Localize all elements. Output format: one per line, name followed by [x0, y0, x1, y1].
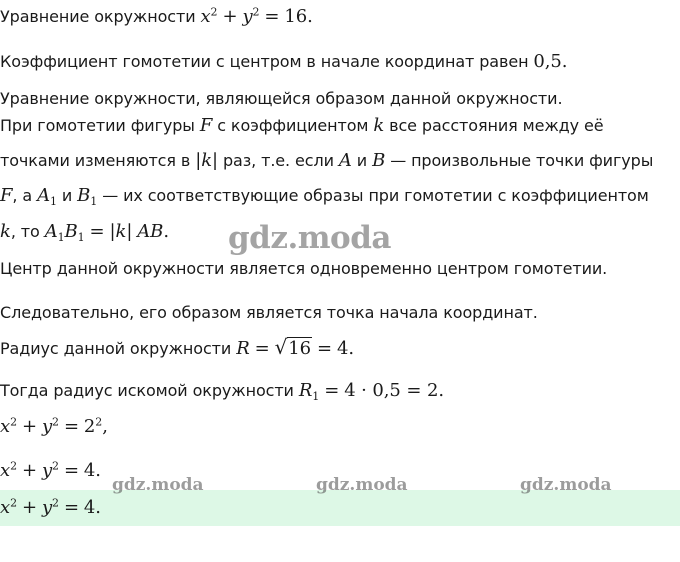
watermark-small-3: gdz.moda — [520, 475, 612, 495]
solution-text: Радиус данной окружности — [0, 339, 237, 358]
solution-text: При гомотетии фигуры — [0, 116, 200, 135]
equation-2-rhs: 4 — [83, 460, 96, 481]
solution-text: , а — [12, 186, 38, 205]
solution-center-line — [0, 258, 607, 280]
task-line1-text: Уравнение окружности — [0, 7, 201, 26]
task-line-coefficient: Коэффициент гомотетии с центром в начале координат равен 0,5. — [0, 51, 568, 72]
answer-highlight — [0, 490, 680, 526]
solution-text: все расстояния между её — [384, 116, 604, 135]
solution-line-4: k, то $A_1B_1 = |k|$ AB. — [0, 221, 169, 245]
watermark-main: gdz.moda — [228, 220, 391, 256]
solution-text: Центр данной окружности является одновременно центром гомотетии. — [0, 259, 608, 278]
task-line-find — [0, 88, 562, 110]
watermark-small-2: gdz.moda — [316, 475, 408, 495]
watermark-small-1: gdz.moda — [112, 475, 204, 495]
equation-1: $x^2 + y^2 = 2^2$, — [0, 415, 108, 437]
answer-equation: $x^2 + y^2 = 4$. — [0, 496, 101, 518]
equation-2: $x^2 + y^2 = 4$. — [0, 459, 101, 481]
solution-line-3: F, а $A_1$ и $B_1$ — их соответствующие образы при гомотетии с коэффициентом — [0, 185, 649, 209]
task-line3-text: Уравнение окружности, являющейся образом данной окружности. — [0, 89, 563, 108]
solution-text: раз, т.е. если — [217, 151, 339, 170]
task-line1-rhs: 16 — [284, 6, 308, 27]
solution-new-radius-line: Тогда радиус искомой окружности $R_1 = 4 \cdot 0,5 = 2$. — [0, 380, 444, 404]
solution-text: , то — [10, 222, 45, 241]
solution-line-1: При гомотетии фигуры F с коэффициентом k все расстояния между её — [0, 115, 604, 136]
equation-1-rhs: 2 — [83, 416, 96, 437]
radius-result: 4 — [336, 338, 349, 359]
solution-image-line — [0, 302, 538, 324]
solution-text: с коэффициентом — [212, 116, 374, 135]
solution-text: и — [56, 186, 78, 205]
solution-text: Следовательно, его образом является точка начала координат. — [0, 303, 538, 322]
solution-text: — их соответствующие образы при гомотетии с коэффициентом — [97, 186, 649, 205]
task-coefficient-value: 0,5 — [533, 51, 562, 72]
solution-text: точками изменяются в — [0, 151, 196, 170]
solution-text: — произвольные точки фигуры — [385, 151, 654, 170]
task-line2-text: Коэффициент гомотетии с центром в начале координат равен — [0, 52, 534, 71]
answer-rhs: 4 — [83, 497, 96, 518]
radius-sqrt-value: 16 — [288, 338, 311, 359]
solution-text: Тогда радиус искомой окружности — [0, 381, 299, 400]
solution-line-2: точками изменяются в |k| раз, т.е. если A и B — произвольные точки фигуры — [0, 150, 654, 171]
task-line-circle-equation: Уравнение окружности $x^2 + y^2 = 16$. — [0, 5, 313, 27]
solution-radius-line: Радиус данной окружности R = √16 = 4. — [0, 335, 354, 359]
solution-text: и — [351, 151, 373, 170]
new-radius-calc: 4 · 0,5 = 2 — [344, 380, 439, 401]
